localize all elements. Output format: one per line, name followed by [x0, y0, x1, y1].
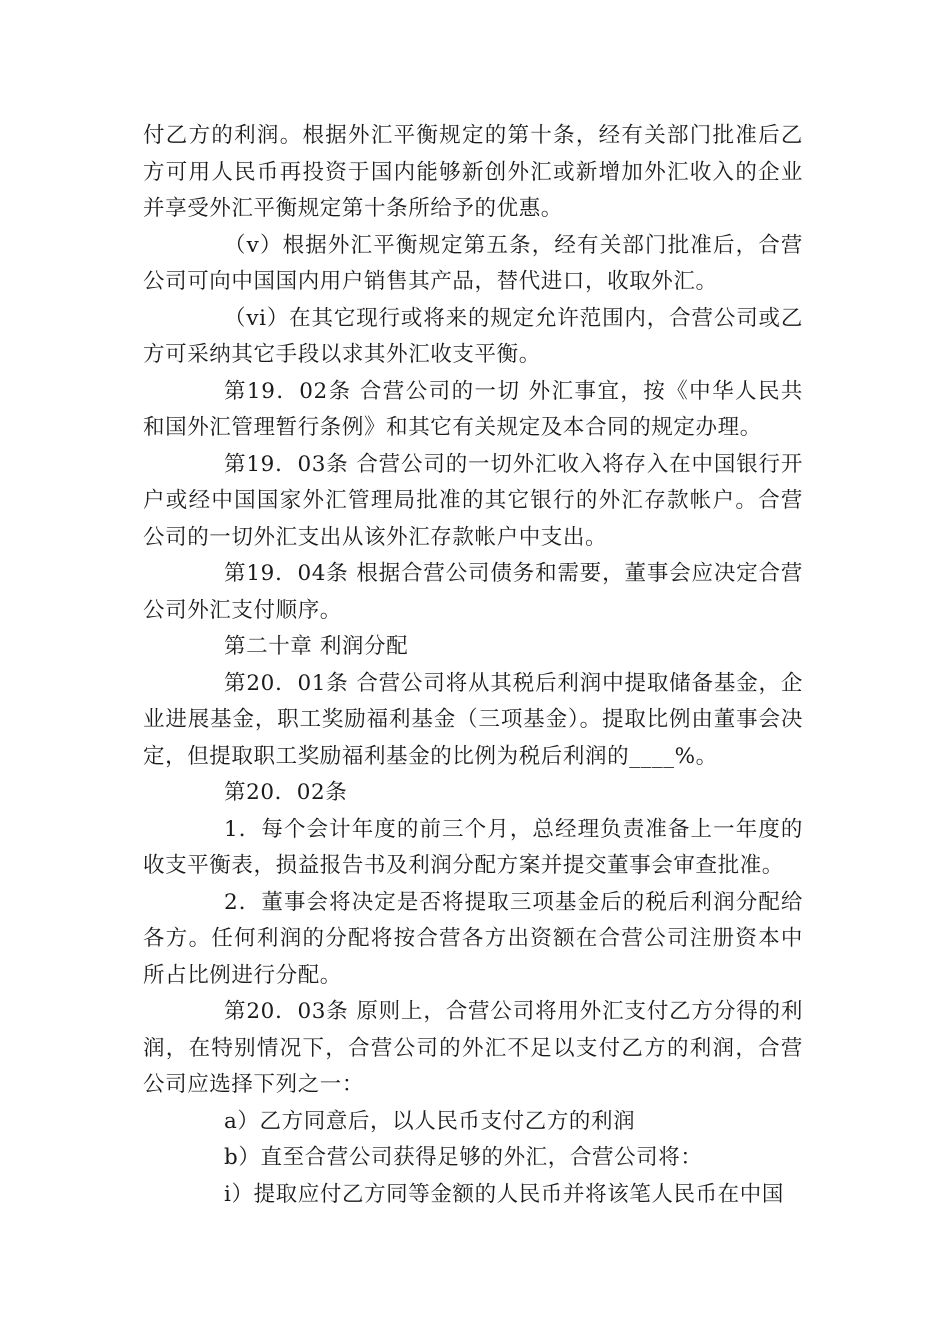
- paragraph-option-b-i: i）提取应付乙方同等金额的人民币并将该笔人民币在中国: [224, 1181, 784, 1207]
- paragraph-article-19-04: 第19．04条 根据合营公司债务和需要，董事会应决定合营公司外汇支付顺序。: [143, 561, 803, 623]
- paragraph-item-1: 1．每个会计年度的前三个月，总经理负责准备上一年度的收支平衡表，损益报告书及利润分配方案并提交董事会审查批准。: [143, 816, 803, 878]
- paragraph-article-19-03: 第19．03条 合营公司的一切外汇收入将存入在中国银行开户或经中国国家外汇管理局批准的其它银行的外汇存款帐户。合营公司的一切外汇支出从该外汇存款帐户中支出。: [143, 451, 803, 550]
- paragraph-article-20-01: 第20．01条 合营公司将从其税后利润中提取储备基金，企业进展基金，职工奖励福利基金（三项基金）。提取比例由董事会决定，但提取职工奖励福利基金的比例为税后利润的____%。: [143, 670, 803, 769]
- paragraph-option-a: a）乙方同意后，以人民币支付乙方的利润: [224, 1108, 636, 1134]
- document-body: [143, 118, 803, 1213]
- paragraph-article-20-03: 第20．03条 原则上，合营公司将用外汇支付乙方分得的利润，在特别情况下，合营公司的外汇不足以支付乙方的利润，合营公司应选择下列之一：: [143, 999, 803, 1097]
- paragraph-clause-vi: （vi）在其它现行或将来的规定允许范围内，合营公司或乙方可采纳其它手段以求其外汇收支平衡。: [143, 305, 803, 367]
- paragraph-clause-v: （v）根据外汇平衡规定第五条，经有关部门批准后，合营公司可向中国国内用户销售其产品，替代进口，收取外汇。: [143, 232, 803, 294]
- paragraph-article-19-02: 第19．02条 合营公司的一切 外汇事宜，按《中华人民共和国外汇管理暂行条例》和其它有关规定及本合同的规定办理。: [143, 378, 803, 440]
- paragraph-item-2: 2．董事会将决定是否将提取三项基金后的税后利润分配给各方。任何利润的分配将按合营各方出资额在合营公司注册资本中所占比例进行分配。: [143, 889, 803, 988]
- paragraph-article-20-02: 第20．02条: [224, 780, 348, 805]
- chapter-heading-20: 第二十章 利润分配: [224, 634, 409, 659]
- paragraph-option-b: b）直至合营公司获得足够的外汇，合营公司将：: [224, 1145, 703, 1170]
- paragraph-continuation: 付乙方的利润。根据外汇平衡规定的第十条，经有关部门批准后乙方可用人民币再投资于国内能够新创外汇或新增加外汇收入的企业并享受外汇平衡规定第十条所给予的优惠。: [143, 123, 803, 221]
